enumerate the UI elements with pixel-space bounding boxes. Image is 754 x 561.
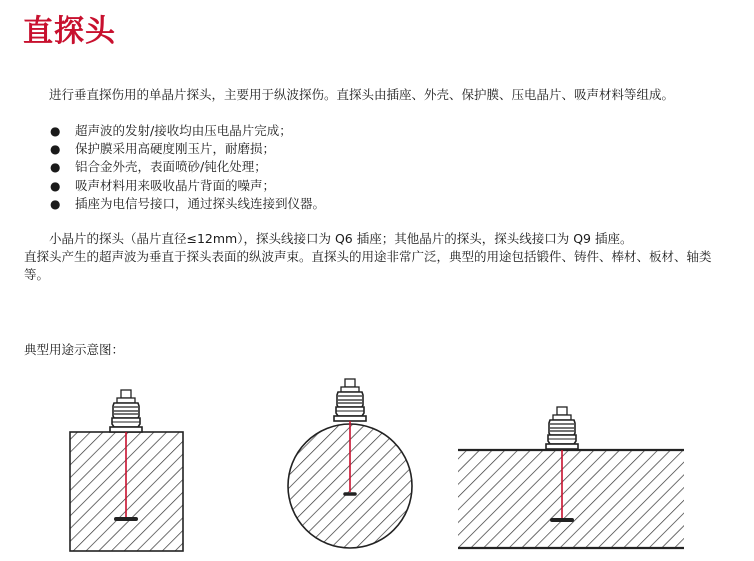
usage-diagram xyxy=(0,370,754,561)
list-item xyxy=(50,140,325,158)
usage-paragraph: 直探头产生的超声波为垂直于探头表面的纵波声束。直探头的用途非常广泛，典型的用途包括锻件、铸件、棒材、板材、轴类等。 xyxy=(24,249,712,282)
round-bar-figure xyxy=(288,379,412,548)
feature-list xyxy=(50,122,325,213)
page-title: 直探头 xyxy=(23,14,116,49)
list-item xyxy=(50,122,325,140)
probe-icon xyxy=(546,407,578,449)
connector-paragraph: 小晶片的探头（晶片直径≤12mm），探头线接口为 Q6 插座；其他晶片的探头，探头线接口为 Q9 插座。 xyxy=(49,231,633,246)
bullet-icon: ● xyxy=(50,142,61,157)
block-specimen-figure xyxy=(70,390,183,551)
plate-specimen xyxy=(458,450,684,548)
bullet-icon: ● xyxy=(50,124,61,138)
diagram-caption: 典型用途示意图： xyxy=(24,342,125,357)
bullet-icon: ● xyxy=(50,178,61,193)
list-item-text: 超声波的发射/接收均由压电晶片完成； xyxy=(75,123,292,138)
intro-paragraph: 进行垂直探伤用的单晶片探头，主要用于纵波探伤。直探头由插座、外壳、保护膜、压电晶片、吸声材料等组成。 xyxy=(49,87,675,102)
probe-icon xyxy=(110,390,142,432)
bullet-icon: ● xyxy=(50,160,61,175)
list-item-text: 插座为电信号接口，通过探头线连接到仪器。 xyxy=(75,195,326,211)
list-item-text: 保护膜采用高硬度刚玉片，耐磨损； xyxy=(75,141,276,157)
list-item-text: 铝合金外壳，表面喷砂/钝化处理； xyxy=(75,159,267,175)
list-item xyxy=(50,195,325,213)
list-item xyxy=(50,177,325,195)
bullet-icon: ● xyxy=(50,196,61,211)
plate-specimen-figure xyxy=(458,407,684,548)
list-item xyxy=(50,158,325,176)
list-item-text: 吸声材料用来吸收晶片背面的噪声； xyxy=(75,177,276,193)
probe-icon xyxy=(334,379,366,421)
